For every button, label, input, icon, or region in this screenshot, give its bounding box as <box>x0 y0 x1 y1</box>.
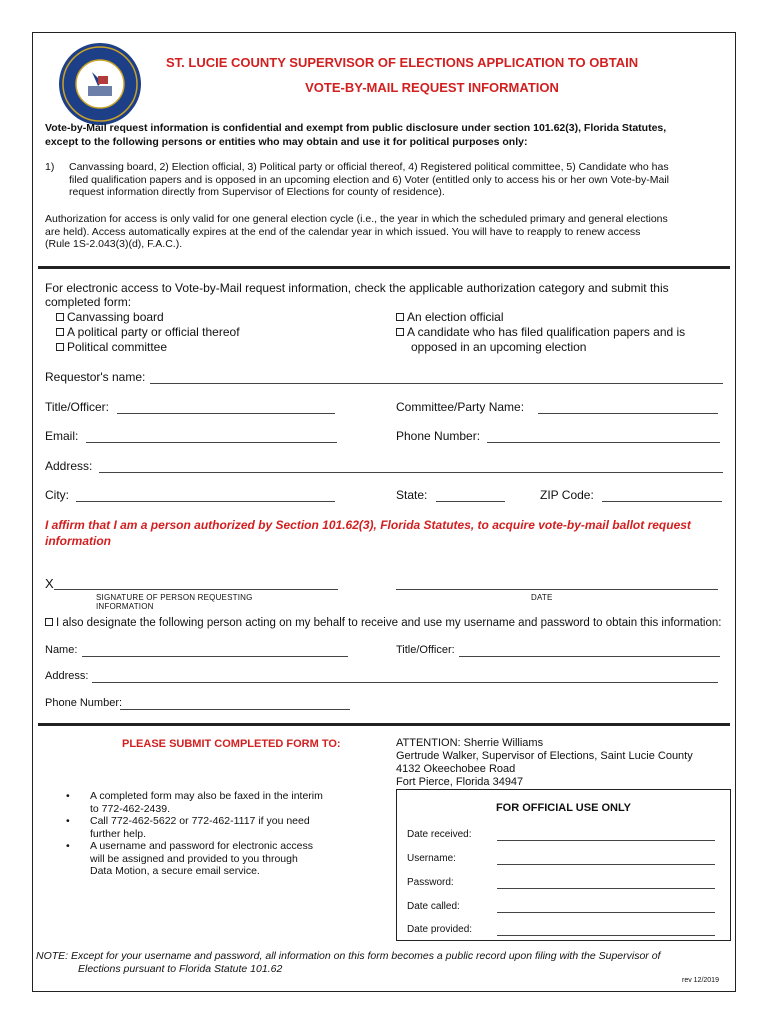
confidential-notice: Vote-by-Mail request information is confidential and exempt from public disclosure under section 101.62(3), Florida Statutes, except to the following persons or entities who may obtain and use it for political purposes only: <box>45 122 667 148</box>
mailing-address: ATTENTION: Sherrie Williams Gertrude Walker, Supervisor of Elections, Saint Lucie County 4132 Okeechobee Road Fort Pierce, Florida 34947 <box>396 737 693 788</box>
date-label: DATE <box>531 593 553 602</box>
date-received-label: Date received: <box>407 829 472 840</box>
checkbox-icon[interactable] <box>56 328 64 336</box>
authorized-list: 1) Canvassing board, 2) Election official, 3) Political party or official thereof, 4) Registered political committee, 5) Candidate who has filed qualification papers and is opposed in an upcoming election and 6) Voter (entitled only to access his or her own Vote-by-Mail request information directly from Supervisor of Elections for county of residence). <box>45 161 670 198</box>
designee-address-label: Address: <box>45 670 89 682</box>
submit-instructions <box>66 790 356 878</box>
signature-label: SIGNATURE OF PERSON REQUESTING INFORMATION <box>96 593 253 611</box>
password-input[interactable] <box>497 888 715 889</box>
committee-party-label: Committee/Party Name: <box>396 400 525 414</box>
designee-option[interactable]: I also designate the following person acting on my behalf to receive and use my username and password to obtain this information: <box>45 617 721 629</box>
designee-name-input[interactable] <box>82 656 348 657</box>
state-label: State: <box>396 488 428 502</box>
option-political-committee[interactable]: Political committee <box>56 340 167 354</box>
zip-input[interactable] <box>602 501 722 502</box>
option-election-official[interactable]: An election official <box>396 310 504 324</box>
option-canvassing-board[interactable]: Canvassing board <box>56 310 164 324</box>
title-officer-label: Title/Officer: <box>45 400 110 414</box>
designee-address-input[interactable] <box>92 682 718 683</box>
signature-input[interactable] <box>54 589 338 590</box>
username-label: Username: <box>407 853 456 864</box>
official-use-box <box>396 789 731 941</box>
checkbox-icon[interactable] <box>56 313 64 321</box>
city-label: City: <box>45 488 69 502</box>
email-label: Email: <box>45 429 79 443</box>
authorization-validity: Authorization for access is only valid for one general election cycle (i.e., the year in which the scheduled primary and general elections are held). Access automatically expires at the end of the calendar year in which issued. You will have to reapply to renew access (Rule 1S-2.043(3)(d), F.A.C.). <box>45 213 668 250</box>
checkbox-icon[interactable] <box>396 313 404 321</box>
username-input[interactable] <box>497 864 715 865</box>
form-title-line-1: ST. LUCIE COUNTY SUPERVISOR OF ELECTIONS APPLICATION TO OBTAIN <box>166 55 639 70</box>
designee-title-input[interactable] <box>459 656 720 657</box>
official-use-heading: FOR OFFICIAL USE ONLY <box>495 802 632 814</box>
designee-name-label: Name: <box>45 644 78 656</box>
committee-party-input[interactable] <box>538 413 718 414</box>
form-title-line-2: VOTE-BY-MAIL REQUEST INFORMATION <box>305 80 559 95</box>
category-instructions: For electronic access to Vote-by-Mail request information, check the applicable authorization category and submit this completed form: <box>45 281 669 309</box>
affirmation-statement: I affirm that I am a person authorized by Section 101.62(3), Florida Statutes, to acquire vote-by-mail ballot request information <box>45 518 691 548</box>
checkbox-icon[interactable] <box>56 343 64 351</box>
list-item: • A username and password for electronic access will be assigned and provided to you through Data Motion, a secure email service. <box>66 840 313 877</box>
address-input[interactable] <box>99 472 723 473</box>
requestor-name-label: Requestor's name: <box>45 370 146 384</box>
address-label: Address: <box>45 459 93 473</box>
date-input[interactable] <box>396 589 718 590</box>
phone-label: Phone Number: <box>396 429 481 443</box>
requestor-name-input[interactable] <box>150 383 723 384</box>
divider <box>38 266 730 269</box>
date-called-label: Date called: <box>407 901 460 912</box>
checkbox-icon[interactable] <box>45 618 53 626</box>
date-provided-input[interactable] <box>497 935 715 936</box>
checkbox-icon[interactable] <box>396 328 404 336</box>
submit-heading: PLEASE SUBMIT COMPLETED FORM TO: <box>122 738 341 750</box>
divider <box>38 723 730 726</box>
signature-x: X <box>45 576 54 591</box>
option-candidate[interactable]: A candidate who has filed qualification papers and is opposed in an upcoming election <box>396 325 685 355</box>
password-label: Password: <box>407 877 454 888</box>
date-called-input[interactable] <box>497 912 715 913</box>
zip-label: ZIP Code: <box>540 488 594 502</box>
county-seal-icon <box>58 42 142 126</box>
state-input[interactable] <box>436 501 505 502</box>
title-officer-input[interactable] <box>117 413 335 414</box>
designee-phone-label: Phone Number: <box>45 697 123 709</box>
designee-phone-input[interactable] <box>120 709 350 710</box>
date-received-input[interactable] <box>497 840 715 841</box>
email-input[interactable] <box>86 442 337 443</box>
city-input[interactable] <box>76 501 335 502</box>
option-political-party[interactable]: A political party or official thereof <box>56 325 240 339</box>
revision-date: rev 12/2019 <box>682 977 719 984</box>
designee-title-label: Title/Officer: <box>396 644 455 656</box>
public-record-note: NOTE: Except for your username and password, all information on this form becomes a public record upon filing with the Supervisor of Elections pursuant to Florida Statute 101.62 <box>36 950 661 975</box>
list-item: • Call 772-462-5622 or 772-462-1117 if you need further help. <box>66 815 310 840</box>
list-item: • A completed form may also be faxed in the interim to 772-462-2439. <box>66 790 323 815</box>
phone-input[interactable] <box>487 442 720 443</box>
date-provided-label: Date provided: <box>407 924 473 935</box>
